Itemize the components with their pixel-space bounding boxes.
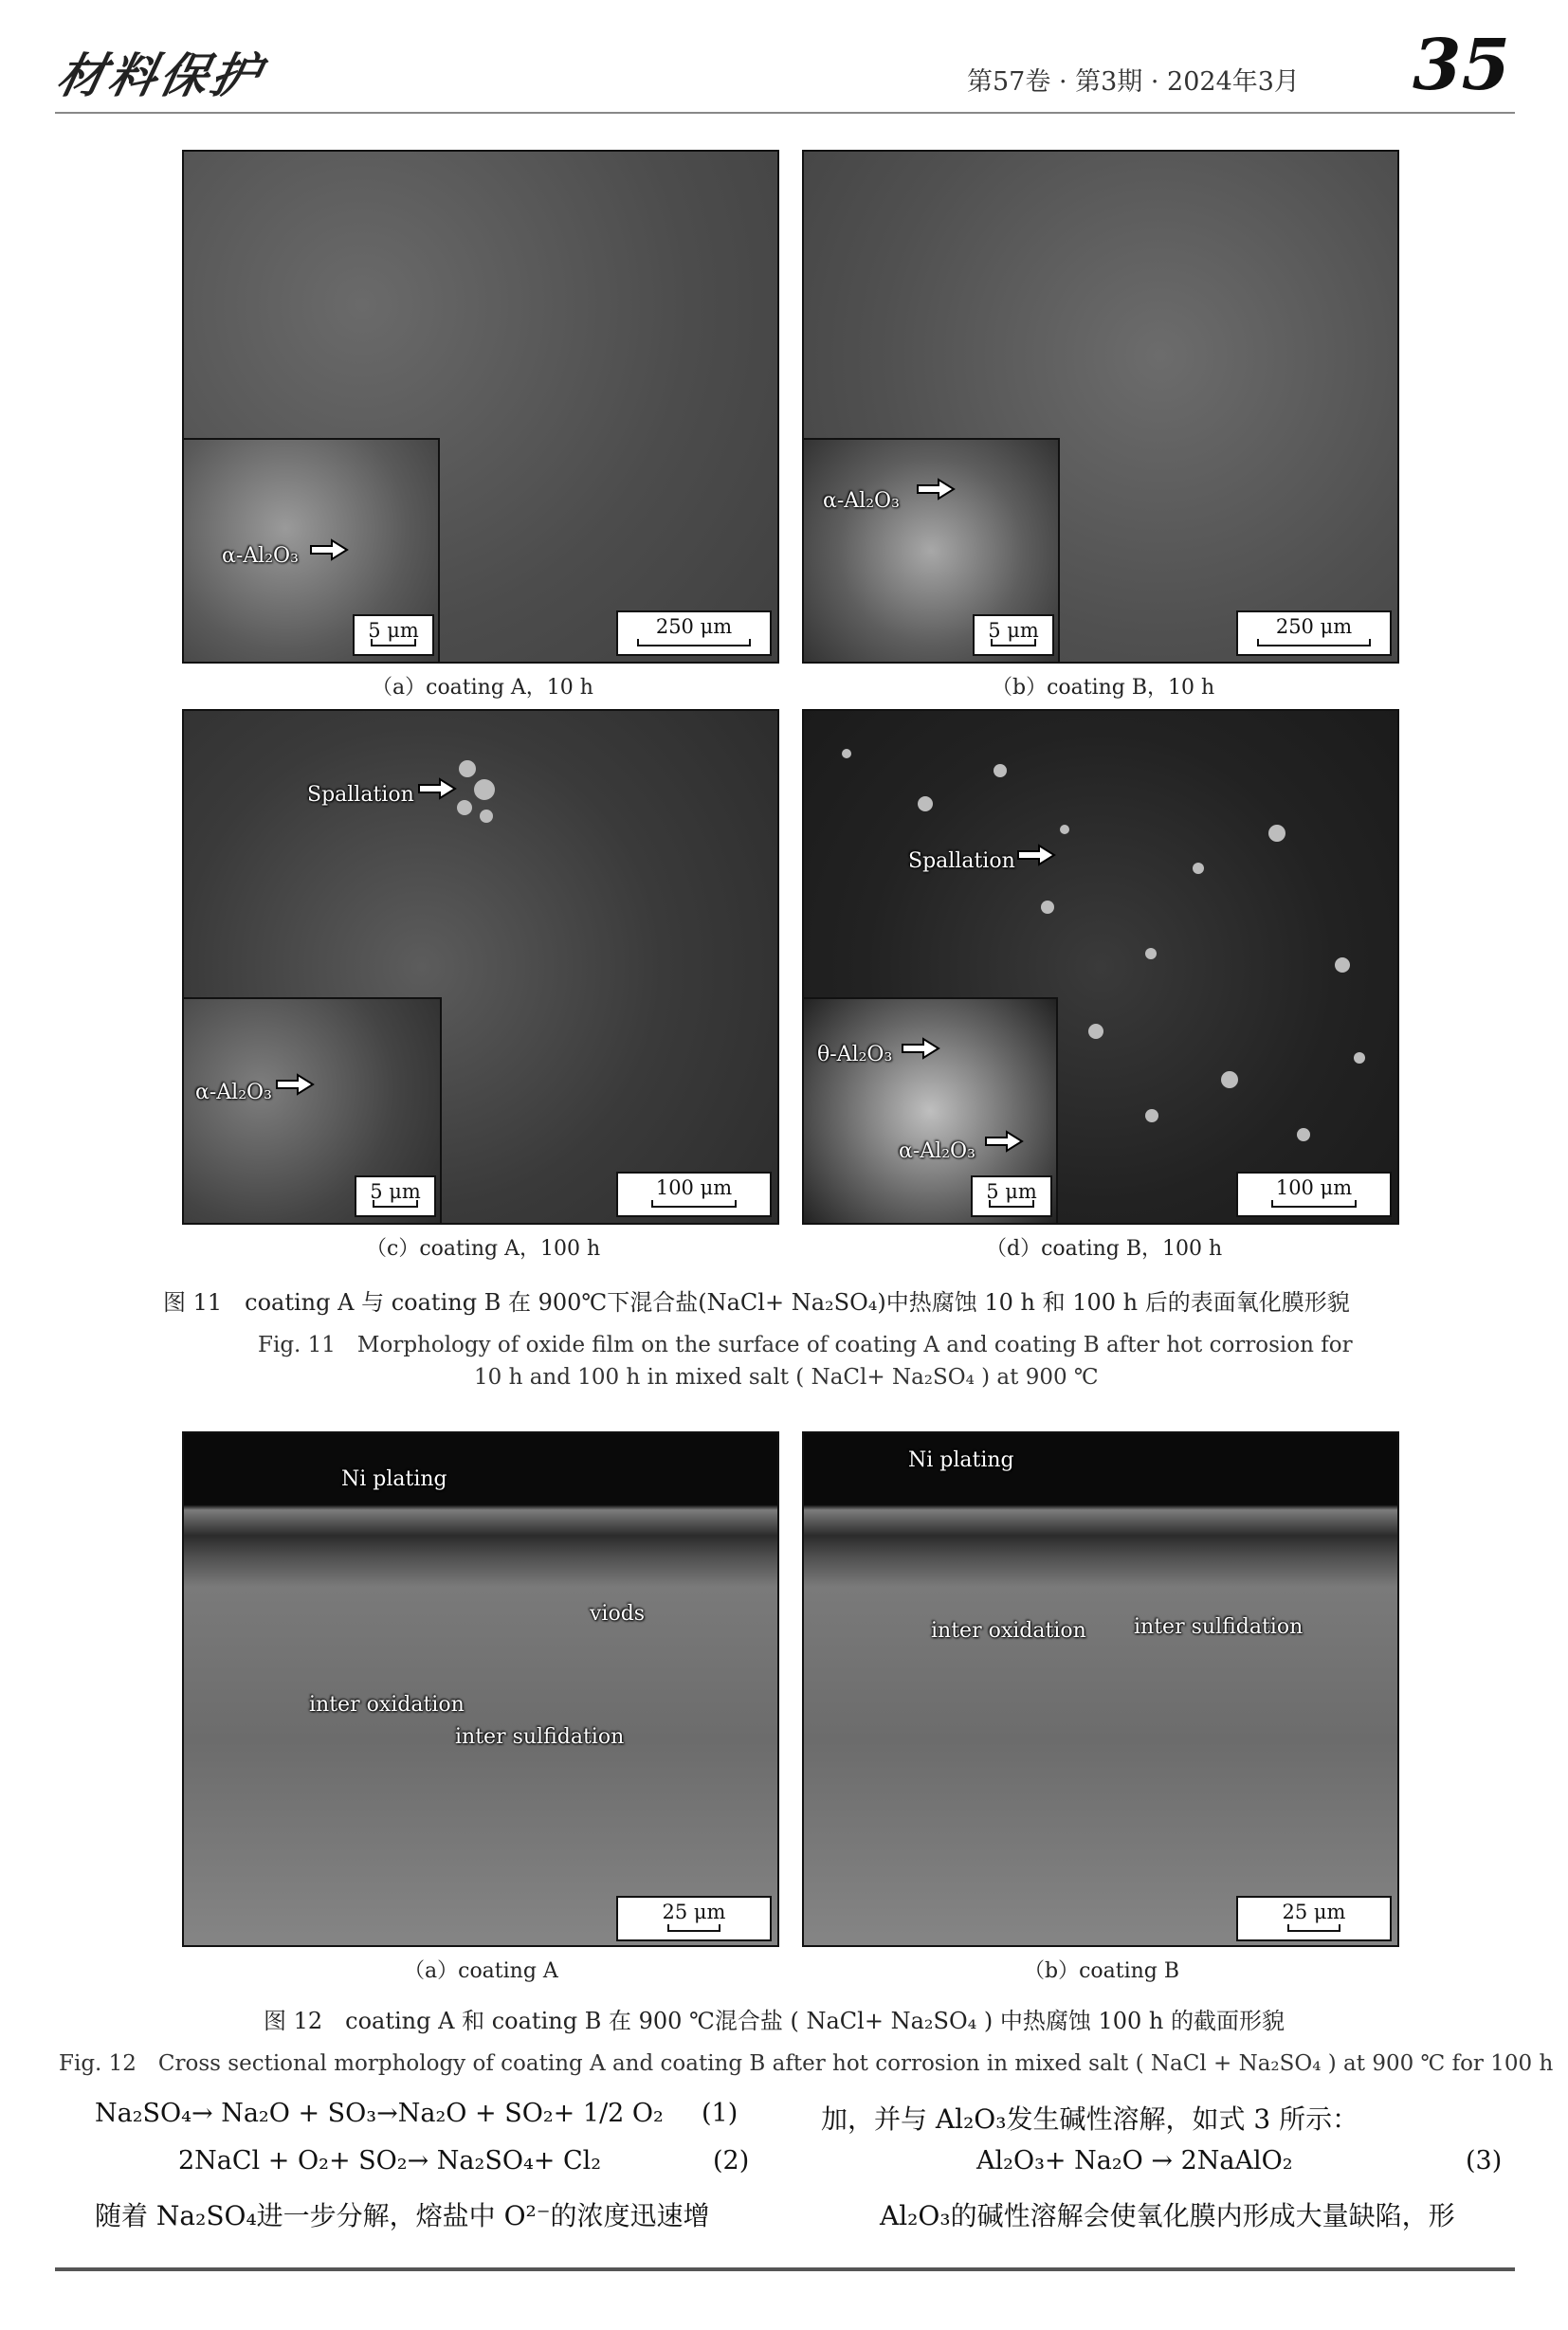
fig11b-arrow-icon	[916, 478, 956, 501]
equation-1: Na₂SO₄→ Na₂O + SO₃→Na₂O + SO₂+ 1/2 O₂	[95, 2099, 664, 2128]
fig12a-label-ni-plating: Ni plating	[341, 1467, 447, 1491]
fig11-panel-b-image	[802, 150, 1399, 664]
left-column-line-3: 随着 Na₂SO₄进一步分解，熔盐中 O²⁻的浓度迅速增	[95, 2200, 710, 2231]
fig11-panel-d-inset	[804, 997, 1058, 1223]
right-column-line-1: 加，并与 Al₂O₃发生碱性溶解，如式 3 所示：	[821, 2103, 1359, 2135]
fig12-caption-cn: 图 12 coating A 和 coating B 在 900 ℃混合盐 ( NaCl+ Na₂SO₄ ) 中热腐蚀 100 h 的截面形貌	[264, 2008, 1285, 2034]
fig12b-label-inter-sulfidation: inter sulfidation	[1134, 1615, 1304, 1639]
fig11c-scale: 100 μm	[616, 1172, 772, 1217]
header-rule	[55, 112, 1515, 114]
footer-rule	[55, 2267, 1515, 2271]
fig11d-alpha-arrow-icon	[984, 1130, 1024, 1153]
journal-logo: 材料保护	[51, 47, 269, 103]
issue-info: 第57卷 · 第3期 · 2024年3月	[967, 67, 1300, 97]
fig11a-label-alpha: α-Al₂O₃	[222, 544, 299, 568]
fig11-caption-a: （a）coating A，10 h	[372, 676, 593, 700]
fig12-caption-a: （a）coating A	[404, 1959, 558, 1983]
fig11-panel-d-image	[802, 709, 1399, 1225]
fig11-caption-cn: 图 11 coating A 与 coating B 在 900℃下混合盐(NaCl+ Na₂SO₄)中热腐蚀 10 h 和 100 h 后的表面氧化膜形貌	[163, 1289, 1350, 1316]
equation-2-number: (2)	[713, 2146, 750, 2175]
fig11c-alpha-arrow-icon	[275, 1073, 315, 1096]
equation-3: Al₂O₃+ Na₂O → 2NaAlO₂	[976, 2146, 1293, 2175]
fig11-panel-a-inset	[184, 438, 440, 662]
fig11-panel-a-image	[182, 150, 779, 664]
fig12b-label-inter-oxidation: inter oxidation	[931, 1619, 1086, 1643]
fig11d-spallation-arrow-icon	[1016, 844, 1056, 866]
fig12-panel-a-image	[182, 1431, 779, 1947]
fig11c-spallation-arrow-icon	[417, 777, 457, 800]
fig12-caption-en: Fig. 12 Cross sectional morphology of coating A and coating B after hot corrosion in mixed salt ( NaCl + Na₂SO₄ ) at 900 ℃ for 100 h	[59, 2051, 1554, 2076]
fig11-panel-c-inset	[184, 997, 442, 1223]
fig11c-label-spallation: Spallation	[307, 783, 414, 807]
fig11d-label-alpha: α-Al₂O₃	[899, 1139, 975, 1163]
fig11d-inset-scale: 5 μm	[971, 1175, 1052, 1217]
fig12-caption-b: （b）coating B	[1024, 1959, 1180, 1983]
fig12b-label-ni-plating: Ni plating	[908, 1448, 1014, 1472]
fig11-caption-en-line2: 10 h and 100 h in mixed salt ( NaCl+ Na₂SO₄ ) at 900 ℃	[474, 1365, 1099, 1390]
fig12a-label-viods: viods	[590, 1602, 646, 1626]
fig11d-label-theta: θ-Al₂O₃	[817, 1043, 893, 1066]
fig12a-label-inter-sulfidation: inter sulfidation	[455, 1725, 625, 1749]
page-number: 35	[1413, 25, 1510, 106]
fig11c-label-alpha: α-Al₂O₃	[195, 1081, 272, 1104]
fig11b-scale: 250 μm	[1236, 610, 1392, 656]
fig11c-inset-scale: 5 μm	[355, 1175, 436, 1217]
fig11b-label-alpha: α-Al₂O₃	[823, 489, 900, 513]
fig11d-scale: 100 μm	[1236, 1172, 1392, 1217]
fig11-caption-c: （c）coating A，100 h	[366, 1237, 601, 1261]
fig11d-theta-arrow-icon	[901, 1037, 940, 1060]
equation-1-number: (1)	[702, 2099, 738, 2128]
equation-3-number: (3)	[1466, 2146, 1503, 2175]
equation-2: 2NaCl + O₂+ SO₂→ Na₂SO₄+ Cl₂	[178, 2146, 602, 2175]
fig11-caption-b: （b）coating B，10 h	[992, 676, 1215, 700]
fig11-caption-d: （d）coating B，100 h	[986, 1237, 1223, 1261]
right-column-line-3: Al₂O₃的碱性溶解会使氧化膜内形成大量缺陷，形	[880, 2200, 1455, 2231]
fig11b-inset-scale: 5 μm	[973, 614, 1054, 656]
fig11d-label-spallation: Spallation	[908, 849, 1015, 873]
fig12a-scale: 25 μm	[616, 1896, 772, 1941]
fig11-panel-b-inset	[804, 438, 1060, 662]
fig12-panel-b-image	[802, 1431, 1399, 1947]
fig11-panel-c-image	[182, 709, 779, 1225]
fig11a-arrow-icon	[309, 538, 349, 561]
fig11a-inset-scale: 5 μm	[353, 614, 434, 656]
fig12a-label-inter-oxidation: inter oxidation	[309, 1693, 465, 1717]
fig11a-scale: 250 μm	[616, 610, 772, 656]
fig11-caption-en-line1: Fig. 11 Morphology of oxide film on the surface of coating A and coating B after hot corrosion for	[258, 1333, 1353, 1357]
fig12b-scale: 25 μm	[1236, 1896, 1392, 1941]
